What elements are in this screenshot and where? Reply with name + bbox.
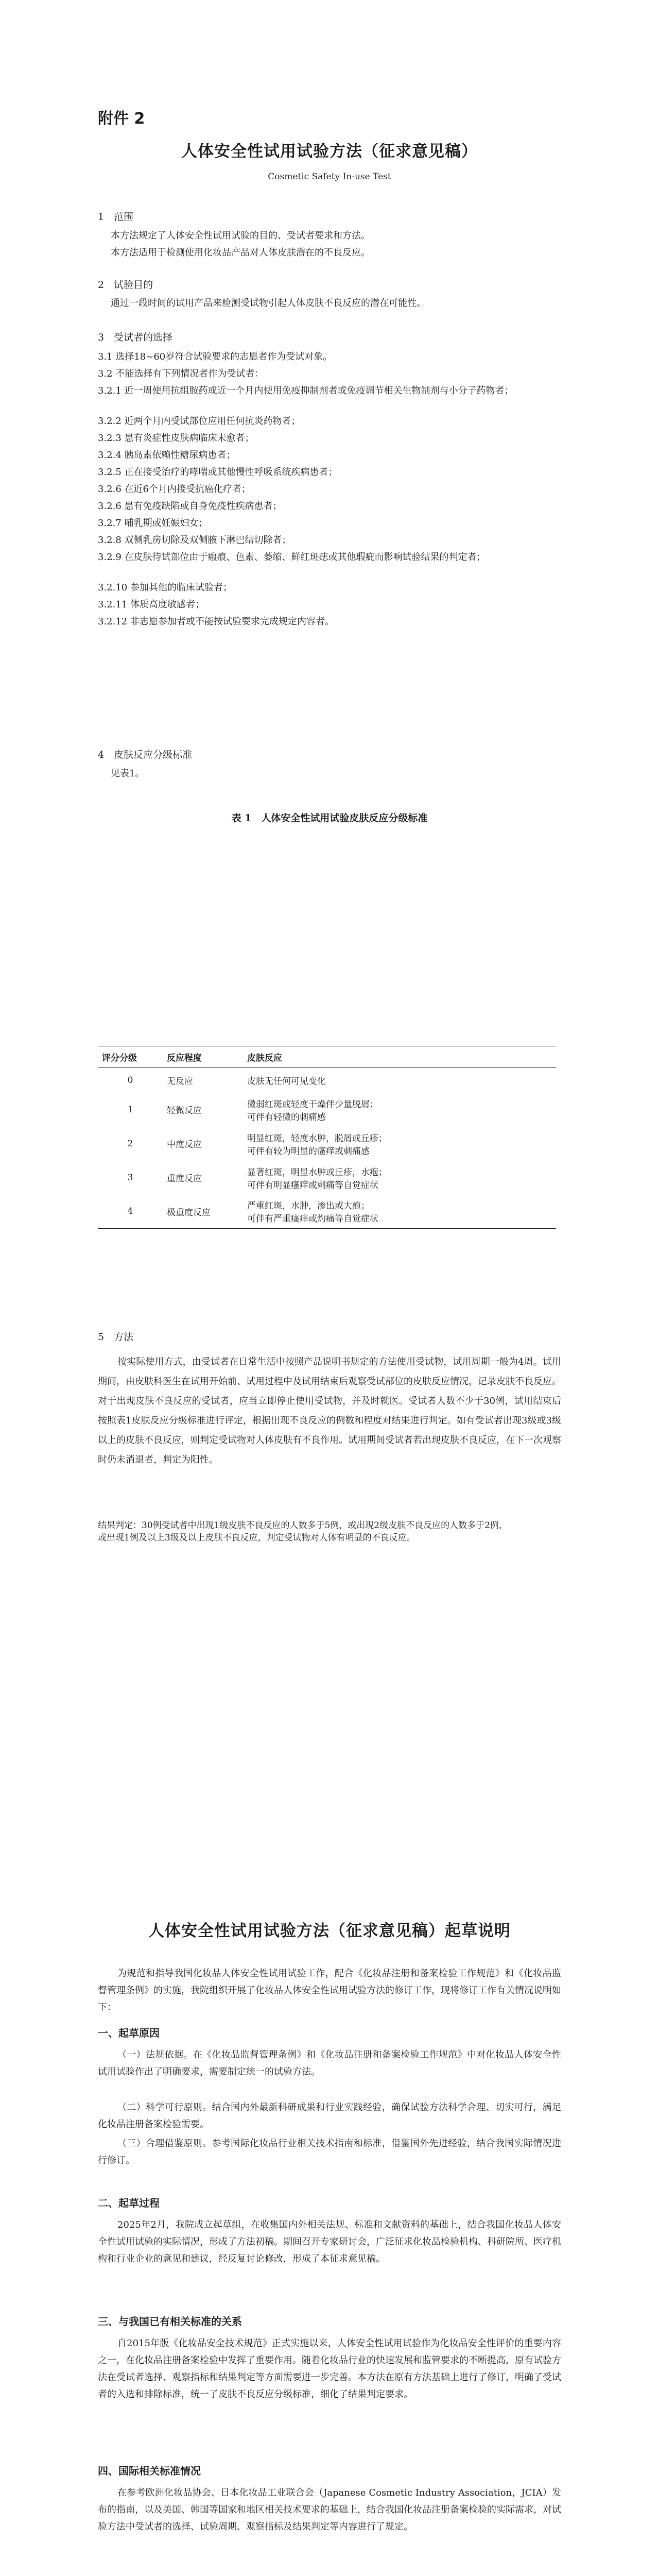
table-row	[98, 1093, 556, 1127]
reaction-cell	[243, 1093, 556, 1127]
reaction-text: 显著红斑，明显水肿或丘疹，水疱；	[247, 1167, 387, 1178]
criteria-item: 3.2.2 近两个月内受试部位应用任何抗炎药物者；	[98, 416, 301, 427]
criteria-item: 3.2.6 患有免疫缺陷或自身免疫性疾病患者；	[98, 501, 282, 512]
score-cell: 0	[127, 1075, 133, 1086]
reaction-text: 可伴有明显瘙痒或刺痛等自觉症状	[247, 1180, 378, 1191]
section-heading: 一、起草原因	[98, 2027, 160, 2039]
column-header: 皮肤反应	[247, 1053, 282, 1063]
criteria-item: 3.2.11 体质高度敏感者；	[98, 599, 204, 610]
criteria-item: 3.2.1 近一周使用抗组胺药或近一个月内使用免疫抑制剂者或免疫调节相关生物制剂与小分子药物者；	[98, 385, 514, 396]
section-paragraph: 2025年2月，我院成立起草组，在收集国内外相关法规、标准和文献资料的基础上，结合我国化妆品人体安全性试用试验的实际情况，形成了方法初稿。期间召开专家研讨会，广泛征求化妆品检验机构、科研院所、医疗机构和行业企业的意见和建议，经反复讨论修改，形成了本征求意见稿。	[98, 2219, 561, 2264]
criteria-item: 3.2.6 在近6个月内接受抗癌化疗者；	[98, 484, 251, 495]
reaction-text: 明显红斑，轻度水肿，脱屑或丘疹；	[247, 1133, 387, 1144]
skin-reaction-grade-table	[98, 1046, 556, 1229]
table-row	[98, 1127, 556, 1161]
reaction-cell	[243, 1195, 556, 1229]
table-row	[98, 1068, 556, 1093]
section-3-heading: 3 受试者的选择	[98, 332, 173, 343]
result-criteria-line: 或出现1例及以上3级及以上皮肤不良反应，判定受试物对人体有明显的不良反应。	[98, 1533, 415, 1543]
reaction-text: 可伴有较为明显的瘙痒或刺痛感	[247, 1146, 370, 1157]
degree-cell: 重度反应	[167, 1174, 202, 1184]
score-cell: 1	[127, 1104, 133, 1115]
drafting-note-title: 人体安全性试用试验方法（征求意见稿）起草说明	[148, 1922, 511, 1940]
degree-cell: 中度反应	[167, 1140, 202, 1150]
table-row	[98, 1161, 556, 1195]
criteria-item: 3.2.9 在皮肤待试部位由于瘢痕、色素、萎缩、鲜红斑痣或其他瑕疵而影响试验结果的判定者；	[98, 552, 486, 563]
section-2-heading: 2 试验目的	[98, 279, 153, 291]
criteria-item: 3.2.7 哺乳期或妊娠妇女；	[98, 518, 208, 529]
attachment-label: 附件 2	[98, 110, 145, 128]
section-1-line: 本方法规定了人体安全性试用试验的目的、受试者要求和方法。	[111, 230, 370, 241]
score-cell: 4	[127, 1206, 133, 1217]
score-cell: 3	[127, 1172, 133, 1183]
table-row	[98, 1195, 556, 1229]
reaction-text: 可伴有严重瘙痒或灼痛等自觉症状	[247, 1214, 378, 1225]
section-4-line: 见表1。	[111, 768, 145, 779]
intro-paragraph: 为规范和指导我国化妆品人体安全性试用试验工作，配合《化妆品注册和备案检验工作规范》和《化妆品监督管理条例》的实施，我院组织开展了化妆品人体安全性试用试验方法的修订工作，现将修订工作有关情况说明如下：	[98, 1968, 561, 2013]
section-heading: 二、起草过程	[98, 2197, 160, 2209]
section-5-heading: 5 方法	[98, 1331, 134, 1343]
reaction-text: 微弱红斑或轻度干燥伴少量脱屑；	[247, 1099, 378, 1110]
reaction-cell	[243, 1127, 556, 1161]
reaction-cell	[243, 1161, 556, 1195]
section-heading: 三、与我国已有相关标准的关系	[98, 2315, 242, 2328]
table-title: 表 1 人体安全性试用试验皮肤反应分级标准	[231, 812, 428, 824]
degree-cell: 轻微反应	[167, 1106, 202, 1116]
criteria-item: 3.2.5 正在接受治疗的哮喘或其他慢性呼吸系统疾病患者；	[98, 467, 338, 478]
degree-cell: 极重度反应	[167, 1207, 211, 1218]
section-paragraph: 在参考欧洲化妆品协会、日本化妆品工业联合会（Japanese Cosmetic Industry Association，JCIA）发布的指南，以及美国、韩国等国家和地区相关技术要求的基础上，结合我国化妆品注册备案检验的实际需求，对试验方法中受试者的选择、试验周期、观察指标及结果判定等内容进行了规定。	[98, 2487, 561, 2532]
section-1-heading: 1 范围	[98, 211, 134, 223]
document-page-2	[0, 1855, 659, 2576]
result-criteria-line: 结果判定：30例受试者中出现1级皮肤不良反应的人数多于5例，或出现2级皮肤不良反应的人数多于2例，	[98, 1520, 508, 1531]
section-paragraph: 自2015年版《化妆品安全技术规范》正式实施以来，人体安全性试用试验作为化妆品安全性评价的重要内容之一，在化妆品注册备案检验中发挥了重要作用。随着化妆品行业的快速发展和监管要求的不断提高，原有试验方法在受试者选择、观察指标和结果判定等方面需要进一步完善。本方法在原有方法基础上进行了修订，明确了受试者的入选和排除标准，统一了皮肤不良反应分级标准，细化了结果判定要求。	[98, 2338, 561, 2400]
reaction-cell	[243, 1068, 556, 1093]
section-paragraph: （一）法规依据。在《化妆品监督管理条例》和《化妆品注册和备案检验工作规范》中对化妆品人体安全性试用试验作出了明确要求，需要制定统一的试验方法。	[98, 2049, 561, 2077]
criteria-item: 3.2.12 非志愿参加者或不能按试验要求完成规定内容者。	[98, 616, 334, 627]
section-4-heading: 4 皮肤反应分级标准	[98, 749, 193, 760]
section-paragraph: （三）合理借鉴原则。参考国际化妆品行业相关技术指南和标准，借鉴国外先进经验，结合我国实际情况进行修订。	[98, 2138, 561, 2166]
column-header: 反应程度	[167, 1053, 202, 1063]
reaction-text: 可伴有轻微的刺痛感	[247, 1112, 326, 1123]
degree-cell: 无反应	[167, 1076, 193, 1087]
method-paragraph: 按实际使用方式，由受试者在日常生活中按照产品说明书规定的方法使用受试物，试用周期一般为4周。试用期间，由皮肤科医生在试用开始前、试用过程中及试用结束后观察受试部位的皮肤反应情况，记录皮肤不良反应。对于出现皮肤不良反应的受试者，应当立即停止使用受试物，并及时就医。受试者人数不少于30例，试用结束后按照表1皮肤反应分级标准进行评定，根据出现不良反应的例数和程度对结果进行判定。如有受试者出现3级或3级以上的皮肤不良反应，则判定受试物对人体皮肤有不良作用。试用期间受试者若出现皮肤不良反应，在下一次观察时仍未消退者，判定为阳性。	[98, 1357, 561, 1465]
criteria-item: 3.2.3 患有炎症性皮肤病临床未愈者；	[98, 433, 254, 444]
criteria-item: 3.2.8 双侧乳房切除及双侧腋下淋巴结切除者；	[98, 535, 291, 546]
table-header-row	[98, 1046, 556, 1068]
section-2-line: 通过一段时间的试用产品来检测受试物引起人体皮肤不良反应的潜在可能性。	[111, 298, 426, 309]
section-heading: 四、国际相关标准情况	[98, 2465, 201, 2477]
criteria-item: 3.2 不能选择有下列情况者作为受试者：	[98, 368, 264, 379]
criteria-item: 3.2.4 胰岛素依赖性糖尿病患者；	[98, 450, 236, 461]
document-title: 人体安全性试用试验方法（征求意见稿）	[181, 142, 478, 161]
section-paragraph: （二）科学可行原则。结合国内外最新科研成果和行业实践经验，确保试验方法科学合理、切实可行，满足化妆品注册备案检验需要。	[98, 2102, 561, 2130]
score-cell: 2	[127, 1138, 133, 1149]
criteria-item: 3.1 选择18~60岁符合试验要求的志愿者作为受试对象。	[98, 351, 333, 362]
section-1-line: 本方法适用于检测使用化妆品产品对人体皮肤潜在的不良反应。	[111, 247, 370, 258]
document-subtitle: Cosmetic Safety In-use Test	[268, 172, 391, 182]
column-header: 评分分级	[102, 1053, 137, 1063]
reaction-text: 严重红斑，水肿，渗出或大疱；	[247, 1201, 370, 1212]
reaction-text: 皮肤无任何可见变化	[247, 1076, 326, 1087]
criteria-item: 3.2.10 参加其他的临床试验者；	[98, 582, 232, 593]
